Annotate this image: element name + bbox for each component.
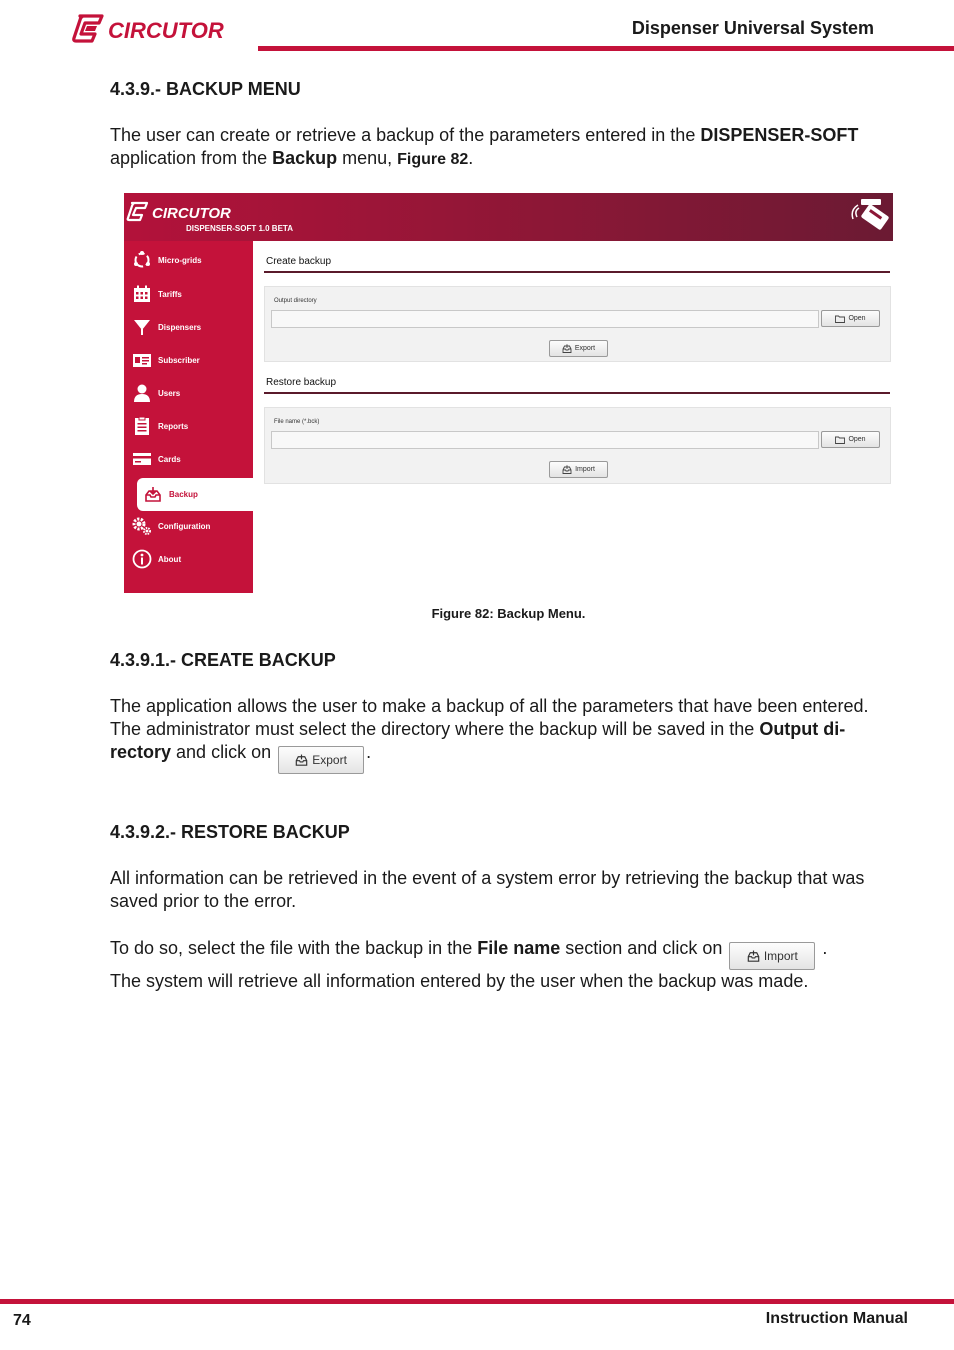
footer-rule [0,1299,954,1304]
open-file-button[interactable]: Open [821,431,880,448]
intro-paragraph: The user can create or retrieve a backup of the parameters entered in the DISPENSER-SOFT application from the Backup menu, Figure 82. [110,125,859,168]
page-number: 74 [13,1312,31,1329]
folder-icon [835,315,845,323]
create-backup-title: Create backup [266,256,332,267]
export-tray-icon [295,754,308,766]
output-directory-input[interactable] [271,310,819,328]
restore-backup-title: Restore backup [266,377,337,388]
nav-item-users[interactable]: Users [132,380,253,406]
file-name-input[interactable] [271,431,819,449]
header-rule [258,46,954,51]
create-backup-paragraph-end: rectory and click on Export . [110,741,910,774]
import-button[interactable]: Import [549,461,608,478]
figure-reference: Figure 82 [397,151,469,168]
nav-item-dispensers[interactable]: Dispensers [132,314,253,340]
svg-text:CIRCUTOR: CIRCUTOR [108,18,224,43]
svg-text:CIRCUTOR: CIRCUTOR [152,205,231,222]
reports-icon [132,416,152,436]
section-heading-create-backup: 4.3.9.1.- CREATE BACKUP [110,650,336,670]
create-backup-rule [264,271,890,273]
nav-item-backup[interactable]: Backup [137,478,253,511]
nav-item-micro-grids[interactable]: Micro-grids [132,247,253,273]
restore-backup-paragraph-1: All information can be retrieved in the event of a system error by retrieving the backup that was saved prior to the error. [110,868,865,911]
restore-backup-paragraph-2: To do so, select the file with the backup in the File name section and click on Import . The system will retrieve all information entered by the user when the backup was made. [110,938,828,991]
nav-item-reports[interactable]: Reports [132,413,253,439]
backup-icon [143,485,163,505]
cards-icon [132,449,152,469]
nav-item-subscriber[interactable]: Subscriber [132,347,253,373]
nav-item-about[interactable]: About [132,546,253,572]
export-button[interactable]: Export [549,340,608,357]
subscriber-card-icon [132,350,152,370]
nav-item-configuration[interactable]: Configuration [132,513,253,539]
app-sidebar [124,241,253,593]
tariffs-calendar-icon [132,284,152,304]
info-icon [132,549,152,569]
figure-caption: Figure 82: Backup Menu. [431,606,586,621]
user-icon [132,383,152,403]
inline-import-button: Import [729,942,815,970]
restore-backup-panel [264,407,891,484]
section-heading-backup-menu: 4.3.9.- BACKUP MENU [110,79,301,99]
dispensers-icon [132,317,152,337]
backup-menu-screenshot [124,193,893,593]
document-title: Dispenser Universal System [631,18,874,38]
section-heading-restore-backup: 4.3.9.2.- RESTORE BACKUP [110,822,350,842]
open-directory-button[interactable]: Open [821,310,880,327]
output-directory-label: Output directory [274,298,317,304]
app-title-bar [124,193,893,241]
nav-item-cards[interactable]: Cards [132,446,253,472]
create-backup-panel [264,286,891,362]
card-reader-icon [851,197,891,237]
export-tray-icon [562,344,572,353]
micro-grids-icon [132,250,152,270]
import-tray-icon [747,950,760,962]
app-version: DISPENSER-SOFT 1.0 BETA [186,224,293,233]
circutor-logo [72,12,250,46]
create-backup-paragraph: The application allows the user to make a backup of all the parameters that have been entered. The administrator must select the directory where the backup will be saved in the Output di- [110,696,869,739]
file-name-label: File name (*.bck) [274,419,320,425]
footer-title: Instruction Manual [765,1310,908,1327]
restore-backup-rule [264,392,890,394]
gears-icon [132,516,152,536]
folder-icon [835,436,845,444]
app-circutor-logo [126,201,254,223]
nav-item-tariffs[interactable]: Tariffs [132,281,253,307]
import-tray-icon [562,465,572,474]
inline-export-button: Export [278,746,364,774]
